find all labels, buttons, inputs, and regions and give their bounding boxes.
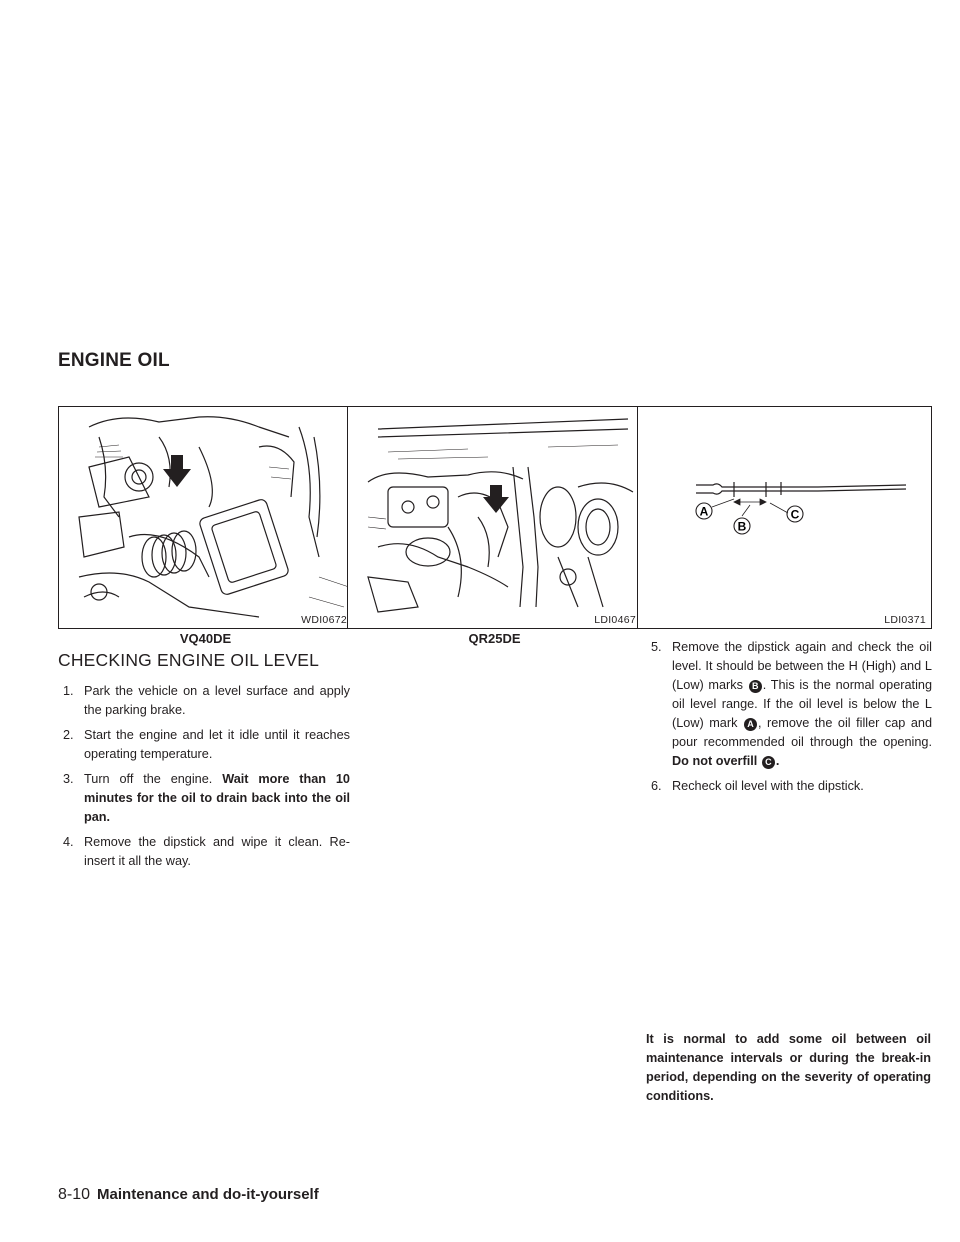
warning-text: Wait more than 10 minutes for the oil to drain back into the oil pan. bbox=[84, 772, 350, 824]
page-number: 8-10 bbox=[58, 1186, 91, 1203]
engine-illustration-qr25de bbox=[348, 407, 640, 627]
list-item: 1. Park the vehicle on a level surface and apply the parking brake. bbox=[63, 684, 350, 717]
figure-dipstick bbox=[637, 406, 932, 629]
mark-a-icon: A bbox=[744, 718, 757, 731]
mark-c-icon: C bbox=[762, 756, 775, 769]
figure-vq40de bbox=[58, 406, 353, 629]
label-a: A bbox=[699, 504, 709, 519]
list-item: 5. Remove the dipstick again and check the oil level. It should be between the H (High) and L (Low) marks B . This is the normal operating oil level range. If the oil level is below the L (Low) mark A , remove the oil filler cap and pour recommended oil through the opening. Do not overfill C . bbox=[651, 640, 932, 768]
arrow-icon bbox=[163, 455, 191, 487]
page-footer bbox=[58, 1186, 319, 1204]
label-b: B bbox=[737, 519, 747, 534]
figure-caption: VQ40DE bbox=[179, 631, 232, 646]
dipstick-illustration bbox=[638, 407, 930, 627]
figure-qr25de bbox=[347, 406, 642, 629]
steps-list-left bbox=[58, 682, 350, 877]
section-title: ENGINE OIL bbox=[58, 350, 170, 371]
list-item: 6. Recheck oil level with the dipstick. bbox=[651, 779, 864, 793]
subheading: CHECKING ENGINE OIL LEVEL bbox=[58, 650, 320, 670]
note-text: It is normal to add some oil between oil maintenance intervals or during the break-in period, depending on the severity of operating conditions. bbox=[646, 1032, 931, 1103]
warning-text: Do not overfill bbox=[672, 754, 758, 768]
list-item: 4. Remove the dipstick and wipe it clean. Re-insert it all the way. bbox=[63, 835, 350, 868]
mark-b-icon: B bbox=[749, 680, 762, 693]
figure-code: WDI0672 bbox=[301, 614, 347, 626]
arrow-icon bbox=[483, 485, 509, 513]
figure-code: LDI0371 bbox=[884, 614, 926, 626]
steps-list-right bbox=[646, 638, 932, 802]
figure-caption: QR25DE bbox=[468, 631, 521, 646]
chapter-title: Maintenance and do-it-yourself bbox=[97, 1186, 319, 1203]
list-item: 2. Start the engine and let it idle until it reaches operating temperature. bbox=[63, 728, 350, 761]
label-c: C bbox=[790, 507, 800, 522]
list-item: 3. Turn off the engine. Wait more than 10 minutes for the oil to drain back into the oil pan. bbox=[63, 772, 350, 824]
figure-code: LDI0467 bbox=[594, 614, 636, 626]
engine-illustration-vq40de bbox=[59, 407, 351, 627]
